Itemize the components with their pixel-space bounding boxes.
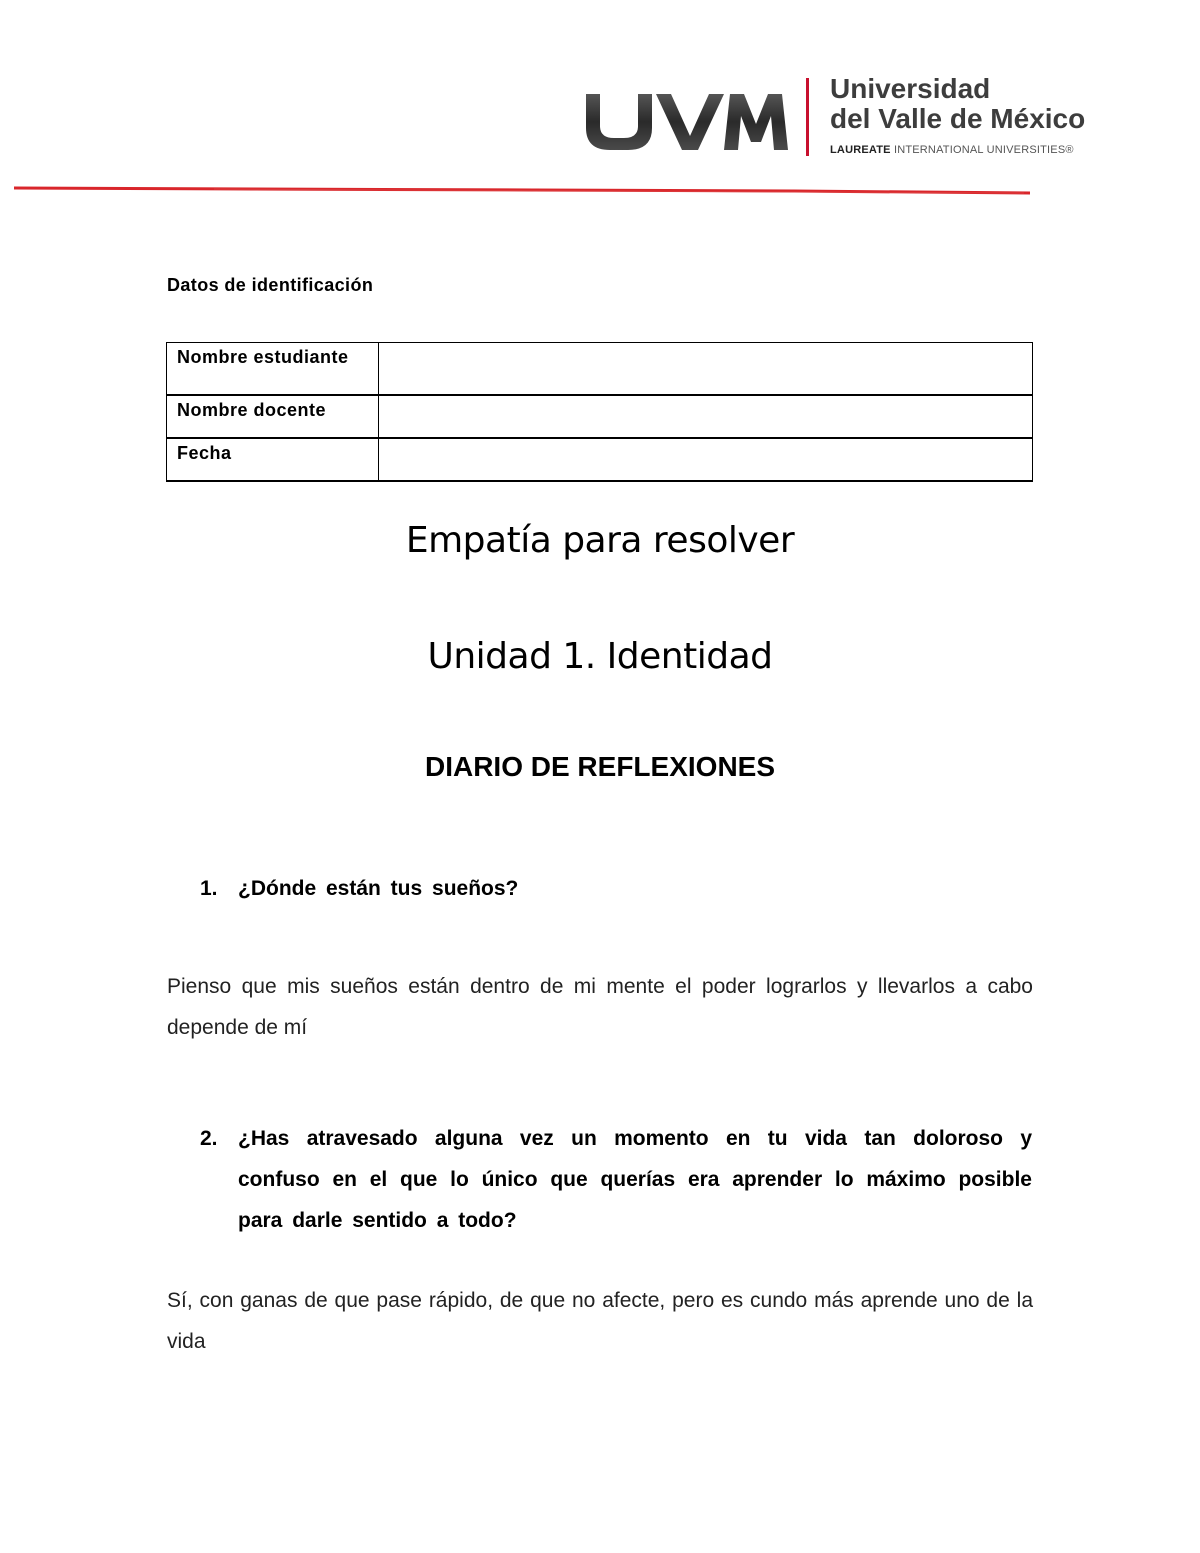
logo-divider: [806, 78, 809, 156]
identification-heading: Datos de identificación: [167, 275, 374, 295]
unit-title: Unidad 1. Identidad: [427, 636, 773, 677]
table-row: [167, 438, 1033, 481]
row-value-date: [379, 438, 1033, 481]
row-label-student: Nombre estudiante: [167, 343, 379, 396]
row-label-date: Fecha: [167, 438, 379, 481]
uvm-logo: [584, 74, 1094, 164]
table-row: [167, 343, 1033, 396]
university-name-line2: del Valle de México: [830, 103, 1086, 134]
table-row: [167, 395, 1033, 438]
question-text: ¿Dónde están tus sueños?: [238, 877, 519, 900]
question-text: ¿Has atravesado alguna vez un momento en tu vida tan doloroso y confuso en el que lo único que querías era aprender lo máximo posible para darle sentido a todo?: [238, 1127, 1032, 1232]
course-title: Empatía para resolver: [405, 520, 795, 561]
question-number: 2.: [200, 1127, 218, 1150]
question-2: [200, 1118, 1032, 1241]
tagline-rest: INTERNATIONAL UNIVERSITIES®: [893, 144, 1074, 156]
header-red-rule: [14, 185, 1030, 195]
row-value-student: [379, 343, 1033, 396]
diary-title: DIARIO DE REFLEXIONES: [424, 751, 776, 782]
uvm-logo-mark-icon: [584, 80, 790, 156]
university-name-line1: Universidad: [830, 73, 991, 104]
identification-table: [166, 342, 1033, 482]
row-value-teacher: [379, 395, 1033, 438]
laureate-tagline: [830, 144, 1074, 157]
tagline-strong: LAUREATE: [830, 144, 891, 156]
answer-1: Pienso que mis sueños están dentro de mi mente el poder lograrlos y llevarlos a cabo depende de mí: [167, 975, 1033, 1039]
question-number: 1.: [200, 877, 218, 900]
row-label-teacher: Nombre docente: [167, 395, 379, 438]
question-1: [200, 868, 1032, 909]
answer-2: Sí, con ganas de que pase rápido, de que no afecte, pero es cundo más aprende uno de la vida: [167, 1289, 1033, 1353]
